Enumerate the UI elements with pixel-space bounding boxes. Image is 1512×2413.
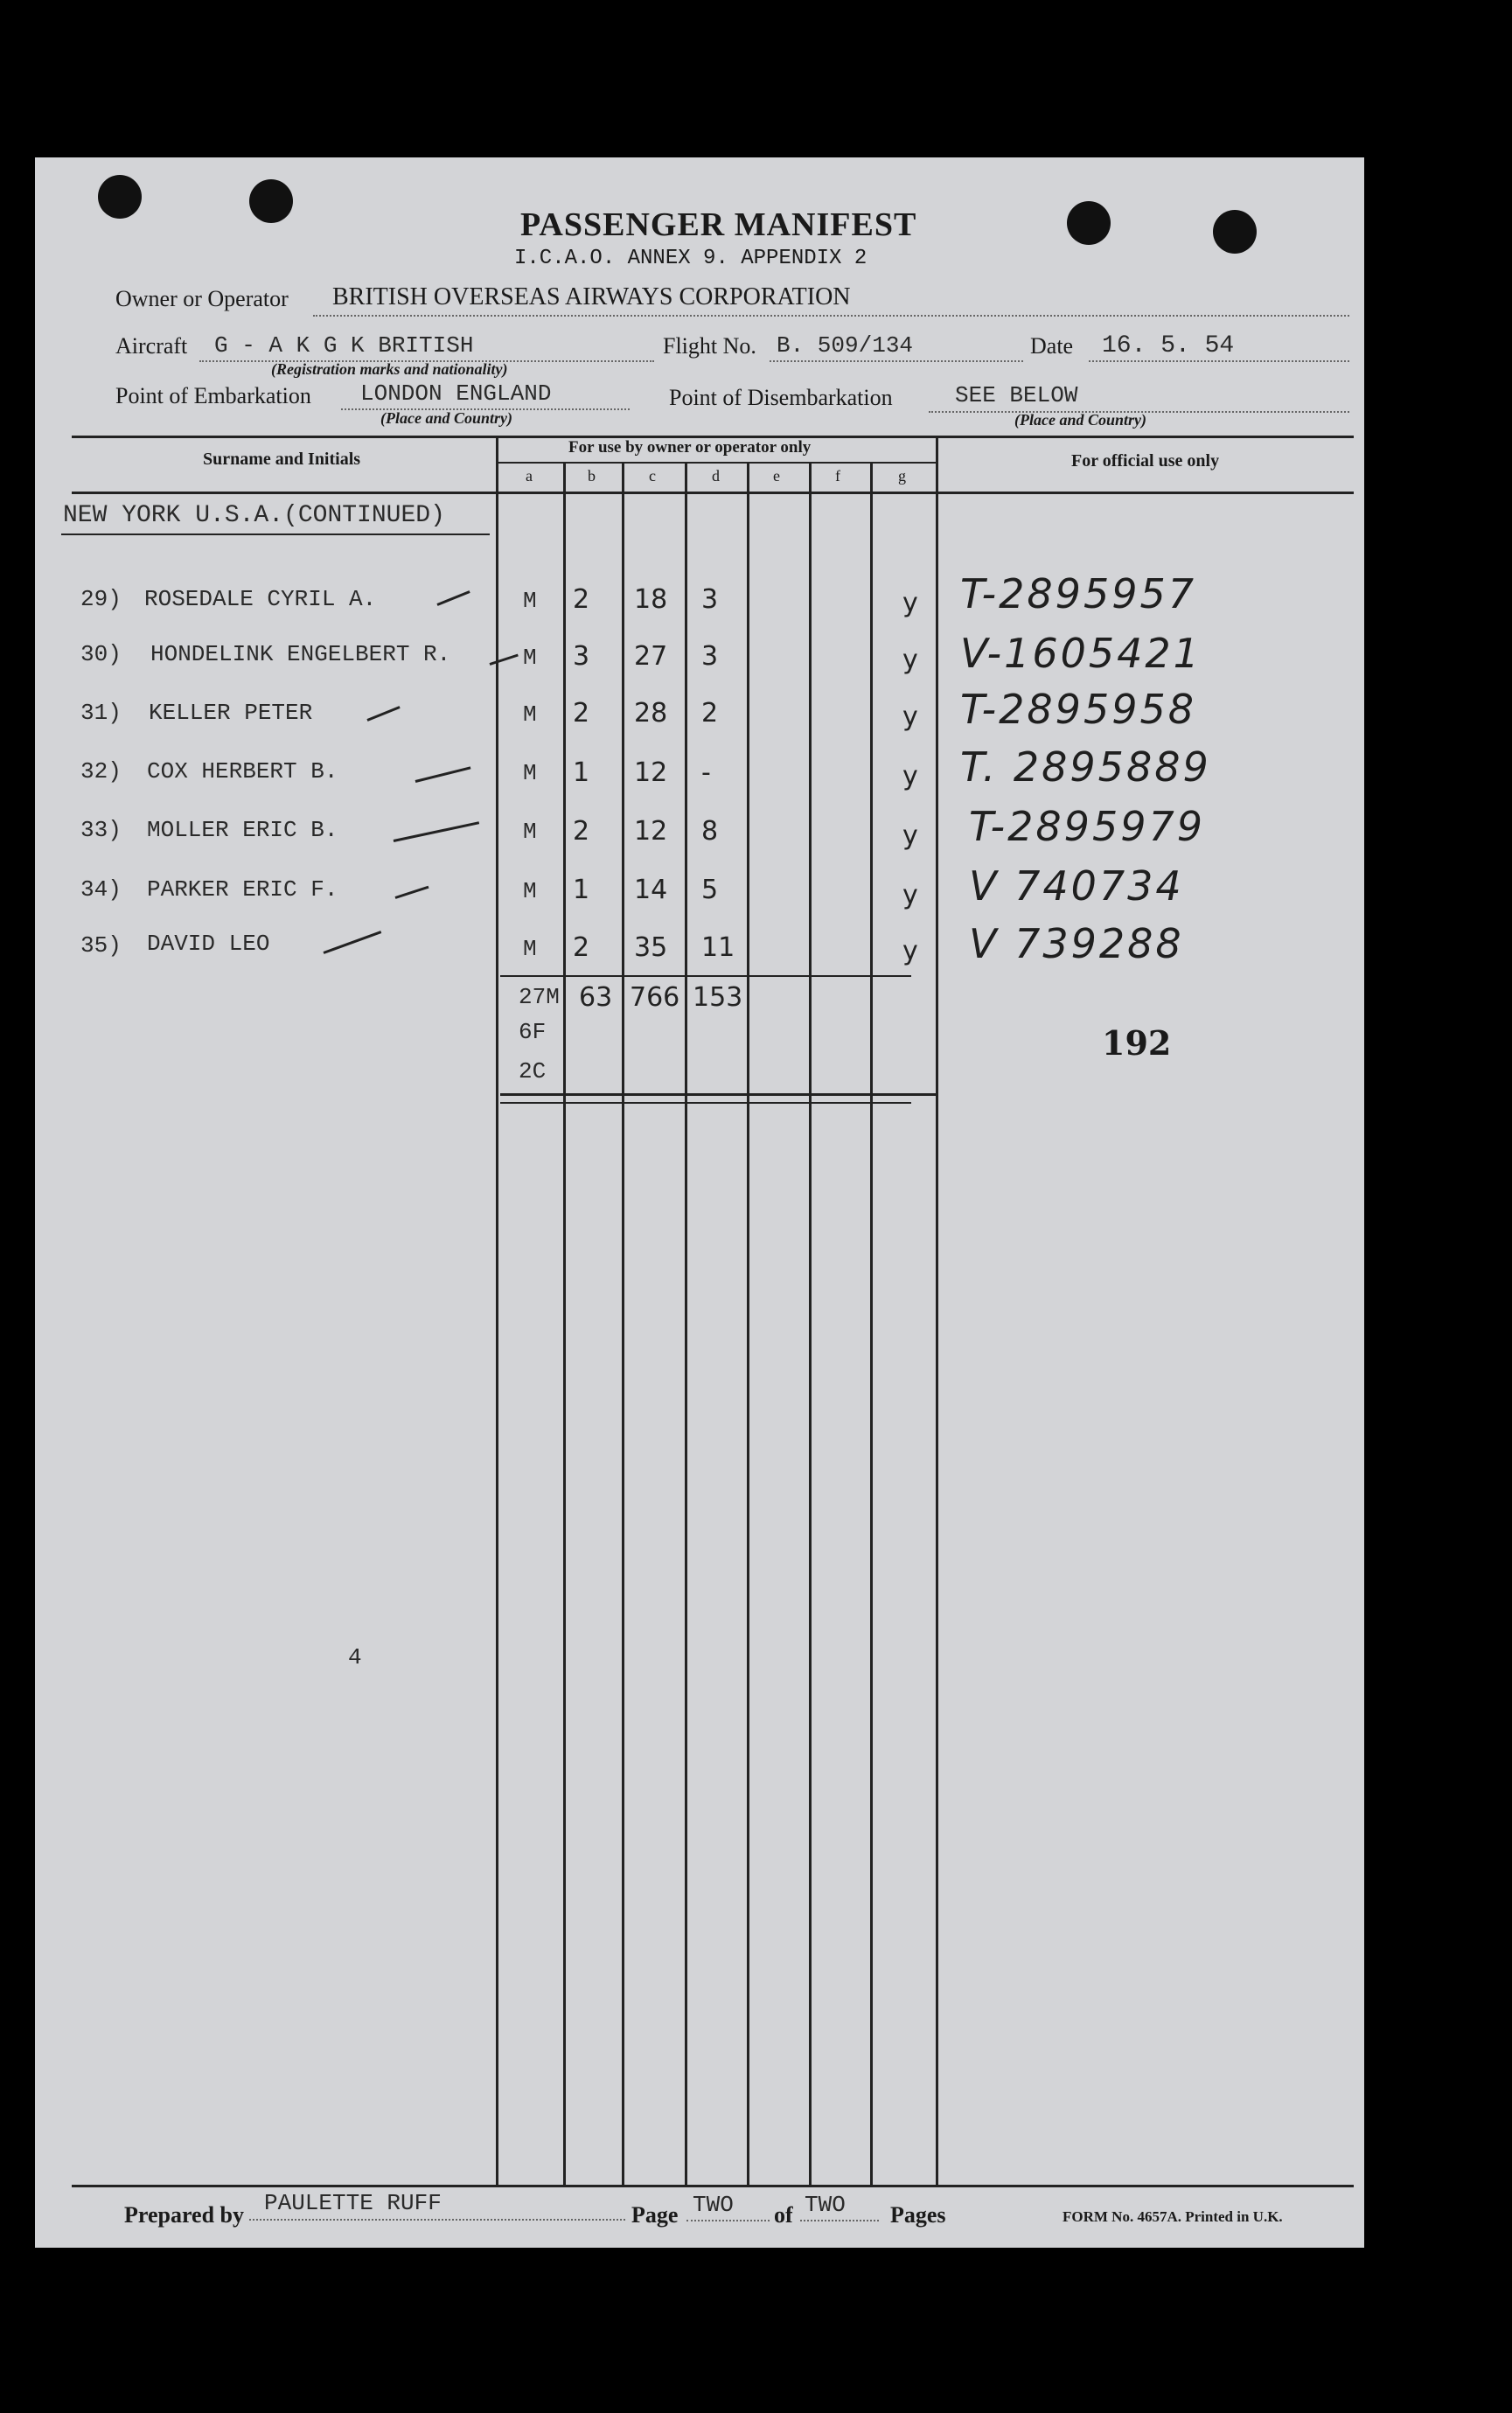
cell-b: 3 [573, 641, 590, 672]
form-subtitle: I.C.A.O. ANNEX 9. APPENDIX 2 [514, 247, 867, 270]
official-number: T-2895958 [960, 686, 1197, 733]
of-label: of [774, 2202, 793, 2228]
total-b: 63 [579, 982, 613, 1013]
total-male: 27M [519, 984, 560, 1010]
disembark-label: Point of Disembarkation [669, 385, 893, 410]
punch-hole [249, 179, 293, 223]
cell-d: 11 [701, 932, 735, 963]
cell-g: y [902, 645, 918, 675]
owner-use-header: For use by owner or operator only [568, 438, 812, 457]
cell-b: 2 [573, 584, 590, 615]
official-total: 192 [1102, 1023, 1172, 1063]
total-c: 766 [630, 982, 680, 1013]
punch-hole [1213, 210, 1257, 254]
owner-value: BRITISH OVERSEAS AIRWAYS CORPORATION [332, 283, 851, 310]
passenger-name: PARKER ERIC F. [147, 876, 338, 903]
totals-bottom-rule [500, 1093, 937, 1096]
passenger-name: KELLER PETER [149, 700, 313, 726]
prepared-value: PAULETTE RUFF [264, 2190, 442, 2216]
form-number: FORM No. 4657A. Printed in U.K. [1063, 2208, 1283, 2225]
page-label: Page [631, 2202, 679, 2228]
cell-a: M [523, 701, 537, 728]
cell-c: 28 [634, 698, 668, 729]
cell-a: M [523, 936, 537, 962]
check-mark [366, 706, 400, 722]
owner-label: Owner or Operator [115, 286, 289, 311]
disembark-note: (Place and Country) [1014, 411, 1146, 429]
row-number: 31) [80, 700, 122, 726]
cell-b: 1 [573, 757, 590, 788]
cell-g: y [902, 588, 918, 618]
cell-d: 3 [701, 641, 719, 672]
manifest-page [35, 157, 1364, 2248]
margin-mark: 4 [348, 1644, 362, 1670]
disembark-value: SEE BELOW [955, 382, 1078, 408]
section-heading: NEW YORK U.S.A.(CONTINUED) [63, 502, 445, 529]
passenger-name: ROSEDALE CYRIL A. [144, 586, 377, 612]
col-f-header: f [835, 467, 840, 485]
form-title: PASSENGER MANIFEST [520, 206, 917, 243]
registration-note: (Registration marks and nationality) [271, 360, 508, 378]
cell-d: 5 [701, 875, 719, 905]
cell-c: 14 [634, 875, 668, 905]
date-label: Date [1030, 333, 1074, 359]
col-a-header: a [526, 467, 533, 485]
check-mark [436, 590, 470, 606]
row-number: 33) [80, 817, 122, 843]
page-value: TWO [693, 2192, 734, 2218]
row-number: 32) [80, 758, 122, 785]
flight-value: B. 509/134 [777, 332, 914, 359]
cell-a: M [523, 645, 537, 671]
cell-g: y [902, 820, 918, 851]
cell-b: 1 [573, 875, 590, 905]
embark-note: (Place and Country) [380, 409, 512, 427]
official-number: T. 2895889 [960, 743, 1211, 791]
official-number: T-2895957 [960, 570, 1197, 617]
official-number: V 739288 [969, 920, 1184, 967]
official-use-header: For official use only [1071, 451, 1220, 471]
cell-b: 2 [573, 698, 590, 729]
row-number: 29) [80, 586, 122, 612]
total-female: 6F [519, 1019, 547, 1045]
cell-b: 2 [573, 816, 590, 847]
official-number: V-1605421 [960, 630, 1202, 677]
cell-d: 2 [701, 698, 719, 729]
cell-g: y [902, 880, 918, 910]
col-c-header: c [649, 467, 656, 485]
passenger-name: COX HERBERT B. [147, 758, 338, 785]
check-mark [323, 931, 381, 954]
passenger-name: DAVID LEO [147, 931, 270, 957]
check-mark [395, 886, 429, 899]
cell-a: M [523, 878, 537, 904]
check-mark [394, 821, 479, 842]
aircraft-value: G - A K G K BRITISH [214, 332, 474, 359]
official-number: V 740734 [969, 862, 1184, 910]
col-e-header: e [773, 467, 780, 485]
col-d-header: d [712, 467, 720, 485]
row-number: 30) [80, 641, 122, 667]
cell-c: 35 [634, 932, 668, 963]
check-mark [415, 766, 471, 783]
punch-hole [1067, 201, 1111, 245]
cell-a: M [523, 588, 537, 614]
cell-a: M [523, 760, 537, 786]
aircraft-label: Aircraft [115, 333, 188, 359]
cell-c: 12 [634, 816, 668, 847]
official-number: T-2895979 [969, 803, 1206, 850]
cell-d: 8 [701, 816, 719, 847]
cell-b: 2 [573, 932, 590, 963]
cell-d: - [701, 757, 711, 788]
passenger-name: HONDELINK ENGELBERT R. [150, 641, 451, 667]
flight-label: Flight No. [663, 333, 756, 359]
cell-c: 12 [634, 757, 668, 788]
row-number: 34) [80, 876, 122, 903]
date-value: 16. 5. 54 [1102, 332, 1235, 359]
embark-label: Point of Embarkation [115, 383, 311, 408]
check-mark [490, 654, 519, 666]
prepared-label: Prepared by [124, 2202, 244, 2228]
cell-d: 3 [701, 584, 719, 615]
cell-c: 27 [634, 641, 668, 672]
cell-c: 18 [634, 584, 668, 615]
of-value: TWO [805, 2192, 846, 2218]
cell-g: y [902, 761, 918, 792]
cell-g: y [902, 701, 918, 732]
col-b-header: b [588, 467, 596, 485]
cell-g: y [902, 936, 918, 966]
totals-rule [500, 975, 911, 977]
cell-a: M [523, 819, 537, 845]
col-g-header: g [898, 467, 906, 485]
embark-value: LONDON ENGLAND [360, 380, 552, 407]
passenger-name: MOLLER ERIC B. [147, 817, 338, 843]
total-d: 153 [693, 982, 743, 1013]
punch-hole [98, 175, 142, 219]
total-children: 2C [519, 1058, 547, 1084]
pages-label: Pages [890, 2202, 946, 2228]
surname-header: Surname and Initials [203, 450, 361, 469]
row-number: 35) [80, 932, 122, 959]
